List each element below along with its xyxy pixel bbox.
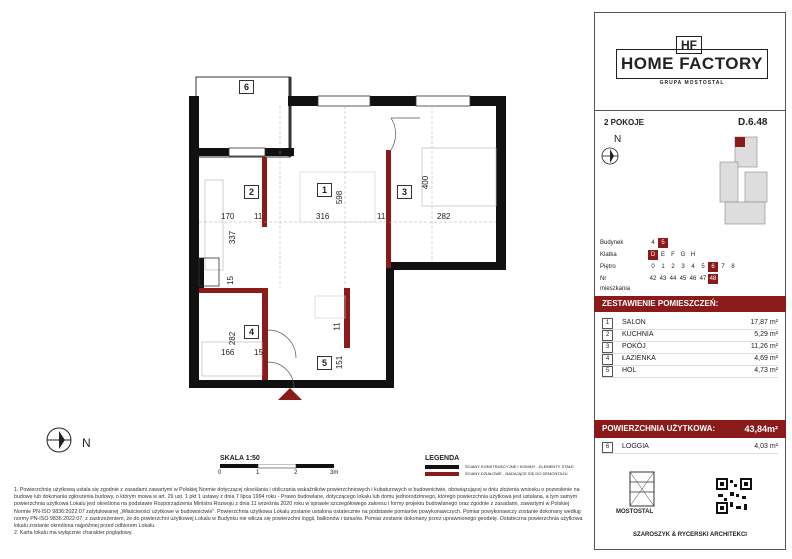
wall-west bbox=[189, 96, 199, 386]
dim-282: 282 bbox=[437, 212, 451, 221]
notes bbox=[14, 487, 584, 537]
legend-swatch-partition bbox=[425, 472, 459, 476]
nr-44[interactable]: 44 bbox=[669, 276, 677, 282]
dim-151: 151 bbox=[335, 355, 345, 370]
wall-east-lower bbox=[386, 262, 394, 386]
nr-47[interactable]: 47 bbox=[699, 276, 707, 282]
nr-46[interactable]: 46 bbox=[689, 276, 697, 282]
pietro-2[interactable]: 2 bbox=[671, 264, 675, 270]
budynek-4[interactable]: 4 bbox=[651, 240, 655, 246]
room-label-2: 2 bbox=[244, 185, 259, 199]
entrance-arrow bbox=[278, 388, 302, 400]
usable-area-label: POWIERZCHNIA UŻYTKOWA: bbox=[602, 424, 716, 433]
nr-45[interactable]: 45 bbox=[679, 276, 687, 282]
divider bbox=[594, 110, 786, 111]
legend-swatch-structural bbox=[425, 465, 459, 469]
summary-area: 4,73 m² bbox=[754, 367, 778, 374]
unit-code: D.6.48 bbox=[738, 117, 768, 128]
logo-title: HOME FACTORY bbox=[620, 54, 763, 73]
loggia-area: 4,03 m² bbox=[754, 443, 778, 450]
dim-11c: 11 bbox=[332, 322, 342, 331]
klatka-f[interactable]: F bbox=[671, 252, 675, 258]
selector-klatka-label: Klatka bbox=[600, 252, 617, 258]
mostostal-logo-icon bbox=[622, 470, 662, 508]
usable-area-value: 43,84m² bbox=[744, 424, 778, 434]
architects-label: SZAROSZYK & RYCERSKI ARCHITEKCI bbox=[633, 532, 747, 538]
scale-bar bbox=[220, 464, 360, 472]
dim-316: 316 bbox=[316, 212, 330, 221]
dim-598: 598 bbox=[335, 190, 345, 205]
compass-icon bbox=[45, 426, 73, 454]
summary-num: 5 bbox=[602, 366, 613, 377]
budynek-5[interactable]: 5 bbox=[658, 238, 668, 248]
usable-area-bar bbox=[594, 420, 786, 438]
compass-north-label: N bbox=[82, 436, 91, 450]
pietro-5[interactable]: 5 bbox=[701, 264, 705, 270]
mostostal-label: MOSTOSTAL bbox=[616, 509, 654, 515]
note-2: 2. Karta lokalu ma wyłącznie charakter poglądowy. bbox=[14, 530, 133, 537]
nr-48[interactable]: 48 bbox=[709, 276, 717, 282]
summary-num: 3 bbox=[602, 342, 613, 353]
summary-area: 5,29 m² bbox=[754, 331, 778, 338]
summary-name: ŁAZIENKA bbox=[622, 355, 656, 362]
pietro-8[interactable]: 8 bbox=[731, 264, 735, 270]
klatka-e[interactable]: E bbox=[660, 252, 665, 258]
selector-budynek-label: Budynek bbox=[600, 240, 624, 246]
room-label-1: 1 bbox=[317, 183, 332, 197]
legend-item-partition: ŚCIANY DZIAŁOWE - NADAJĄCE SIĘ DO DEMONTAŻU bbox=[465, 471, 568, 476]
wall-east bbox=[496, 96, 506, 268]
room-label-6: 6 bbox=[239, 80, 254, 94]
dim-15b: 15 bbox=[254, 348, 263, 357]
summary-name: SALON bbox=[622, 319, 646, 326]
qr-code-icon[interactable] bbox=[716, 478, 752, 514]
dim-11a: 11 bbox=[254, 212, 263, 221]
logo-subtitle: GRUPA MOSTOSTAL bbox=[659, 80, 725, 86]
dim-166: 166 bbox=[221, 348, 235, 357]
logo-mark: HF bbox=[676, 36, 702, 54]
pietro-7[interactable]: 7 bbox=[721, 264, 725, 270]
scale-tick-3: 3m bbox=[330, 470, 339, 476]
selector-nr-label: Nr mieszkania bbox=[600, 276, 631, 292]
summary-area: 11,26 m² bbox=[750, 343, 778, 350]
scale-tick-0: 0 bbox=[218, 470, 222, 476]
selector-pietro-label: Piętro bbox=[600, 264, 616, 270]
summary-name: POKÓJ bbox=[622, 343, 646, 350]
klatka-h[interactable]: H bbox=[690, 252, 696, 258]
summary-row bbox=[602, 365, 778, 378]
room-label-4: 4 bbox=[244, 325, 259, 339]
nr-43[interactable]: 43 bbox=[659, 276, 667, 282]
pietro-0[interactable]: 0 bbox=[651, 264, 655, 270]
summary-name: KUCHNIA bbox=[622, 331, 654, 338]
site-plan-thumbnail bbox=[715, 132, 775, 232]
loggia-row bbox=[602, 441, 778, 454]
panel-compass-icon bbox=[600, 146, 620, 166]
nr-42[interactable]: 42 bbox=[649, 276, 657, 282]
scale-tick-2: 2 bbox=[294, 470, 298, 476]
legend-item-structural: ŚCIANY KONSTRUKCYJNE I KOMINY - ELEMENTY STAŁE bbox=[465, 464, 574, 469]
dim-400: 400 bbox=[421, 175, 431, 190]
pietro-4[interactable]: 4 bbox=[691, 264, 695, 270]
summary-area: 17,87 m² bbox=[750, 319, 778, 326]
loggia-name: LOGGIA bbox=[622, 443, 649, 450]
scale-label: SKALA 1:50 bbox=[220, 455, 260, 462]
pietro-3[interactable]: 3 bbox=[681, 264, 685, 270]
dim-11b: 11 bbox=[377, 212, 386, 221]
legend-title: LEGENDA bbox=[425, 455, 460, 462]
summary-num: 2 bbox=[602, 330, 613, 341]
note-1: 1. Powierzchnię użytkową ustala się zgodnie z zasadami zawartymi w Polskiej Normie dotyczącej określania i obliczania wskaźników powierzchniowych i kubaturowych w budownictwie, obowiązującej w dniu złożenia wniosku o pozwolenie na budowę lub dokonania zgłoszenia budowy, o którym mowa w art. 29 ust. 1 pkt 1 ustawy z dnia 7 lipca 1994 roku - Prawo budowlane, dotyczącego lokalu lub domu jednorodzinnego, którego powierzchnia użytkowa jest ustalana, a tym samym powierzchnia użytkowa Lokalu jest określona na podstawie Rozporządzenia Ministra Rozwoju z dnia 11 września 2020 roku w sprawie szczegółowego zakresu i formy projektu budowlanego oraz zgodnie z zasadami, zawartymi w Polskiej Normie PN-ISO 9836:2022:07 zatytułowanej „Właściwości użytkowe w budownictwie”. Powierzchnia użytkowa Lokalu zostanie ustalona ostatecznie na podstawie pomiarów powykonawczych. Pomiar powykonawczy zostanie dokonany według normy PN-ISO 9836:2022:07, z zastrzeżeniem, że do powierzchni użytkowej Lokalu w Budynku nie wlicza się powierzchni loggii, balkonów i tarasów. Pomiar zostanie dokonany przez uprawnionego geodetę. Ostateczna powierzchnia użytkowa lokalu zostanie określona najpóźniej przed odbiorem Lokalu. bbox=[14, 487, 583, 530]
panel-north-label: N bbox=[614, 134, 622, 145]
pietro-1[interactable]: 1 bbox=[661, 264, 665, 270]
summary-num: 4 bbox=[602, 354, 613, 365]
wall-south bbox=[189, 380, 394, 388]
rooms-count: 2 POKOJE bbox=[604, 118, 645, 127]
room-label-5: 5 bbox=[317, 356, 332, 370]
summary-name: HOL bbox=[622, 367, 637, 374]
dim-170: 170 bbox=[221, 212, 235, 221]
dim-282b: 282 bbox=[228, 331, 238, 346]
dim-15a: 15 bbox=[225, 276, 235, 285]
summary-num: 1 bbox=[602, 318, 613, 329]
dim-337: 337 bbox=[228, 230, 238, 245]
scale-tick-1: 1 bbox=[256, 470, 260, 476]
klatka-d[interactable]: D bbox=[648, 250, 658, 260]
wall-east-step bbox=[388, 262, 506, 270]
summary-area: 4,69 m² bbox=[754, 355, 778, 362]
pietro-6[interactable]: 6 bbox=[708, 262, 718, 272]
klatka-g[interactable]: G bbox=[680, 252, 686, 258]
room-label-3: 3 bbox=[397, 185, 412, 199]
summary-title: ZESTAWIENIE POMIESZCZEŃ: bbox=[594, 296, 786, 312]
loggia-num: 6 bbox=[602, 442, 613, 453]
